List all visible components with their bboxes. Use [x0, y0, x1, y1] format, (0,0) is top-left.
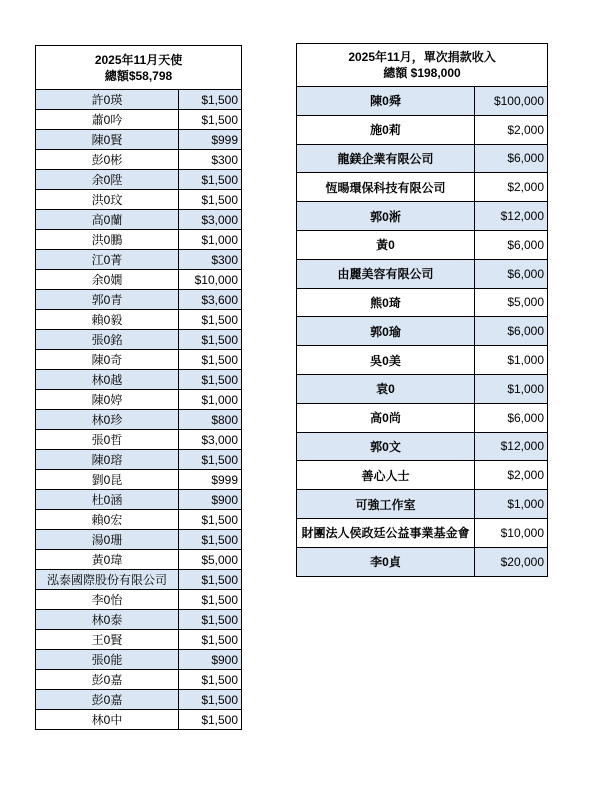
donor-name: 陳0賢 — [36, 130, 179, 150]
donation-amount: $12,000 — [475, 432, 548, 461]
donation-amount: $6,000 — [475, 403, 548, 432]
donation-amount: $1,500 — [179, 170, 242, 190]
table-row — [297, 518, 548, 547]
donation-amount: $10,000 — [179, 270, 242, 290]
donation-amount: $1,500 — [179, 670, 242, 690]
single-title-line2: 總額 $198,000 — [383, 66, 461, 80]
donor-name: 可強工作室 — [297, 490, 475, 519]
donation-amount: $10,000 — [475, 518, 548, 547]
table-row — [36, 190, 242, 210]
donor-name: 洪0玟 — [36, 190, 179, 210]
donation-amount: $1,500 — [179, 350, 242, 370]
table-row — [36, 370, 242, 390]
table-row — [36, 510, 242, 530]
table-row — [36, 550, 242, 570]
donor-name: 湯0珊 — [36, 530, 179, 550]
donor-name: 許0瑛 — [36, 90, 179, 110]
donation-amount: $6,000 — [475, 144, 548, 173]
donation-amount: $1,000 — [475, 346, 548, 375]
angel-title-line1: 2025年11月天使 — [94, 52, 183, 67]
donor-name: 黃0 — [297, 230, 475, 259]
donor-name: 陳0婷 — [36, 390, 179, 410]
table-row — [297, 288, 548, 317]
donation-amount: $1,000 — [179, 390, 242, 410]
angel-table-title — [36, 46, 242, 90]
table-row — [297, 547, 548, 576]
donor-name: 恆暘環保科技有限公司 — [297, 173, 475, 202]
donation-amount: $2,000 — [475, 173, 548, 202]
table-row — [36, 530, 242, 550]
table-row — [36, 330, 242, 350]
donor-name: 施0莉 — [297, 115, 475, 144]
table-row — [297, 461, 548, 490]
table-row — [36, 650, 242, 670]
donor-name: 杜0涵 — [36, 490, 179, 510]
table-row — [36, 250, 242, 270]
donor-name: 李0怡 — [36, 590, 179, 610]
donor-name: 善心人士 — [297, 461, 475, 490]
angel-donors-table — [35, 45, 242, 730]
table-row — [297, 374, 548, 403]
donor-name: 李0貞 — [297, 547, 475, 576]
donor-name: 郭0瑜 — [297, 317, 475, 346]
donation-amount: $1,500 — [179, 690, 242, 710]
donor-name: 陳0奇 — [36, 350, 179, 370]
donor-name: 林0中 — [36, 710, 179, 730]
donation-amount: $3,600 — [179, 290, 242, 310]
donation-amount: $100,000 — [475, 87, 548, 116]
donation-amount: $6,000 — [475, 317, 548, 346]
donor-name: 由麗美容有限公司 — [297, 259, 475, 288]
donation-amount: $1,500 — [179, 570, 242, 590]
donor-name: 林0越 — [36, 370, 179, 390]
donation-amount: $3,000 — [179, 210, 242, 230]
donor-name: 林0泰 — [36, 610, 179, 630]
donation-amount: $900 — [179, 650, 242, 670]
donation-amount: $1,500 — [179, 330, 242, 350]
table-row — [297, 403, 548, 432]
table-row — [36, 350, 242, 370]
table-row — [36, 150, 242, 170]
table-row — [36, 270, 242, 290]
donor-name: 郭0文 — [297, 432, 475, 461]
donation-amount: $900 — [179, 490, 242, 510]
table-row — [297, 202, 548, 231]
donation-amount: $1,500 — [179, 590, 242, 610]
donor-name: 余0陞 — [36, 170, 179, 190]
table-row — [36, 210, 242, 230]
donor-name: 劉0昆 — [36, 470, 179, 490]
donation-amount: $1,500 — [179, 710, 242, 730]
donation-amount: $6,000 — [475, 230, 548, 259]
donation-amount: $1,500 — [179, 630, 242, 650]
donor-name: 張0哲 — [36, 430, 179, 450]
table-row — [36, 410, 242, 430]
table-row — [297, 432, 548, 461]
table-row — [36, 290, 242, 310]
donor-name: 陳0瑢 — [36, 450, 179, 470]
donation-amount: $1,000 — [475, 490, 548, 519]
table-row — [36, 570, 242, 590]
donor-name: 龍鎂企業有限公司 — [297, 144, 475, 173]
donation-amount: $3,000 — [179, 430, 242, 450]
single-table-title — [297, 44, 548, 87]
table-row — [36, 170, 242, 190]
donation-amount: $20,000 — [475, 547, 548, 576]
table-row — [297, 144, 548, 173]
table-row — [36, 690, 242, 710]
single-donations-table — [296, 43, 548, 577]
table-row — [36, 450, 242, 470]
table-row — [297, 230, 548, 259]
single-title-line1: 2025年11月，單次捐款收入 — [348, 50, 496, 64]
table-row — [36, 230, 242, 250]
donation-amount: $2,000 — [475, 461, 548, 490]
donation-amount: $6,000 — [475, 259, 548, 288]
table-row — [36, 430, 242, 450]
donation-amount: $300 — [179, 250, 242, 270]
table-row — [36, 610, 242, 630]
donor-name: 郭0青 — [36, 290, 179, 310]
donor-name: 彭0嘉 — [36, 690, 179, 710]
donor-name: 黃0瑋 — [36, 550, 179, 570]
table-row — [297, 317, 548, 346]
donation-amount: $999 — [179, 470, 242, 490]
table-row — [297, 346, 548, 375]
donor-name: 袁0 — [297, 374, 475, 403]
donor-name: 泓泰國際股份有限公司 — [36, 570, 179, 590]
donor-name: 熊0琦 — [297, 288, 475, 317]
donation-amount: $1,500 — [179, 510, 242, 530]
table-row — [36, 470, 242, 490]
donor-name: 財團法人侯政廷公益事業基金會 — [297, 518, 475, 547]
table-row — [36, 130, 242, 150]
donation-amount: $999 — [179, 130, 242, 150]
donation-amount: $1,500 — [179, 310, 242, 330]
angel-title-line2: 總額$58,798 — [104, 68, 173, 83]
donation-amount: $1,500 — [179, 190, 242, 210]
donor-name: 洪0鵬 — [36, 230, 179, 250]
donor-name: 王0賢 — [36, 630, 179, 650]
donor-name: 張0能 — [36, 650, 179, 670]
donation-amount: $1,000 — [179, 230, 242, 250]
donation-amount: $1,500 — [179, 370, 242, 390]
donation-amount: $1,500 — [179, 450, 242, 470]
table-row — [297, 87, 548, 116]
donation-amount: $1,500 — [179, 110, 242, 130]
donation-amount: $1,000 — [475, 374, 548, 403]
donation-amount: $5,000 — [475, 288, 548, 317]
donor-name: 蕭0吟 — [36, 110, 179, 130]
donation-amount: $1,500 — [179, 90, 242, 110]
donor-name: 高0蘭 — [36, 210, 179, 230]
donor-name: 林0珍 — [36, 410, 179, 430]
table-row — [297, 259, 548, 288]
donor-name: 余0嫺 — [36, 270, 179, 290]
donation-amount: $300 — [179, 150, 242, 170]
donation-amount: $5,000 — [179, 550, 242, 570]
table-row — [36, 590, 242, 610]
table-row — [36, 310, 242, 330]
donor-name: 江0菁 — [36, 250, 179, 270]
donor-name: 彭0嘉 — [36, 670, 179, 690]
donor-name: 陳0舜 — [297, 87, 475, 116]
table-row — [36, 630, 242, 650]
donation-amount: $2,000 — [475, 115, 548, 144]
donor-name: 吳0美 — [297, 346, 475, 375]
donor-name: 張0銘 — [36, 330, 179, 350]
donor-name: 賴0毅 — [36, 310, 179, 330]
table-row — [297, 173, 548, 202]
donor-name: 高0尚 — [297, 403, 475, 432]
table-row — [297, 115, 548, 144]
donation-amount: $800 — [179, 410, 242, 430]
donor-name: 彭0彬 — [36, 150, 179, 170]
donation-amount: $12,000 — [475, 202, 548, 231]
donor-name: 郭0淅 — [297, 202, 475, 231]
table-row — [36, 710, 242, 730]
table-row — [36, 90, 242, 110]
table-row — [36, 390, 242, 410]
donation-amount: $1,500 — [179, 530, 242, 550]
table-row — [36, 490, 242, 510]
donor-name: 賴0宏 — [36, 510, 179, 530]
table-row — [36, 110, 242, 130]
donation-amount: $1,500 — [179, 610, 242, 630]
table-row — [36, 670, 242, 690]
table-row — [297, 490, 548, 519]
